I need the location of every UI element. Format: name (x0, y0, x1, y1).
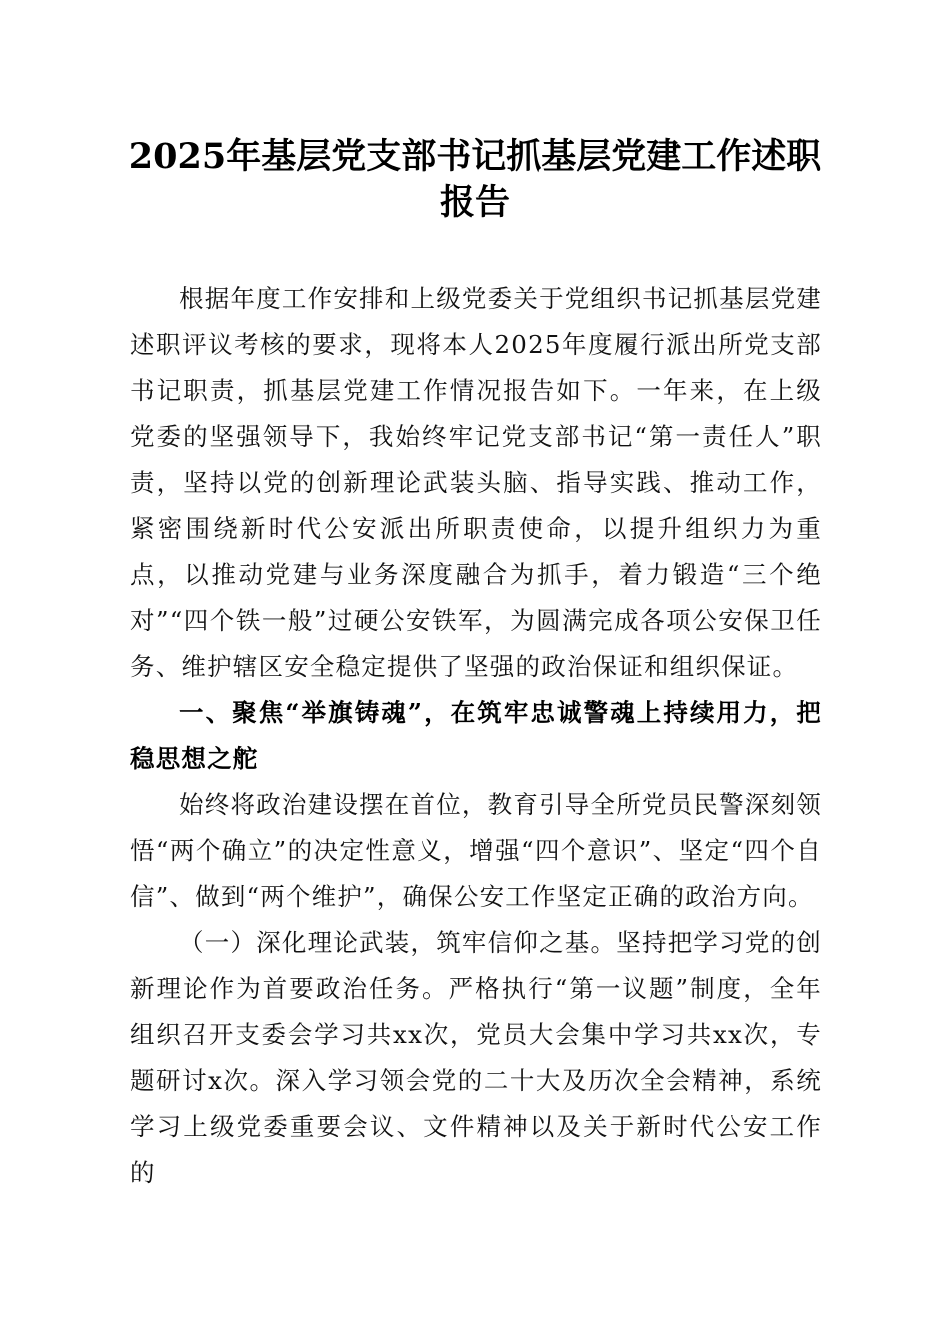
title-line-2: 报告 (439, 182, 510, 223)
title-line-1: 2025年基层党支部书记抓基层党建工作述职 (128, 136, 822, 177)
section-heading-1: 一、聚焦“举旗铸魂”，在筑牢忠诚警魂上持续用力，把稳思想之舵 (130, 698, 822, 773)
section-1-paragraph: 始终将政治建设摆在首位，教育引导全所党员民警深刻领悟“两个确立”的决定性意义，增强“四个意识”、坚定“四个自信”、做到“两个维护”，确保公安工作坚定正确的政治方向。 (130, 790, 822, 911)
subsection-1-paragraph: （一）深化理论武装，筑牢信仰之基。坚持把学习党的创新理论作为首要政治任务。严格执行“第一议题”制度，全年组织召开支委会学习共xx次，党员大会集中学习共xx次，专题研讨x次。深入学习领会党的二十大及历次全会精神，系统学习上级党委重要会议、文件精神以及关于新时代公安工作的 (130, 928, 822, 1187)
document-body (130, 276, 822, 1196)
document-title (120, 134, 830, 226)
intro-paragraph: 根据年度工作安排和上级党委关于党组织书记抓基层党建述职评议考核的要求，现将本人2025年度履行派出所党支部书记职责，抓基层党建工作情况报告如下。一年来，在上级党委的坚强领导下，我始终牢记党支部书记“第一责任人”职责，坚持以党的创新理论武装头脑、指导实践、推动工作，紧密围绕新时代公安派出所职责使命，以提升组织力为重点，以推动党建与业务深度融合为抓手，着力锻造“三个绝对”“四个铁一般”过硬公安铁军，为圆满完成各项公安保卫任务、维护辖区安全稳定提供了坚强的政治保证和组织保证。 (130, 284, 822, 681)
